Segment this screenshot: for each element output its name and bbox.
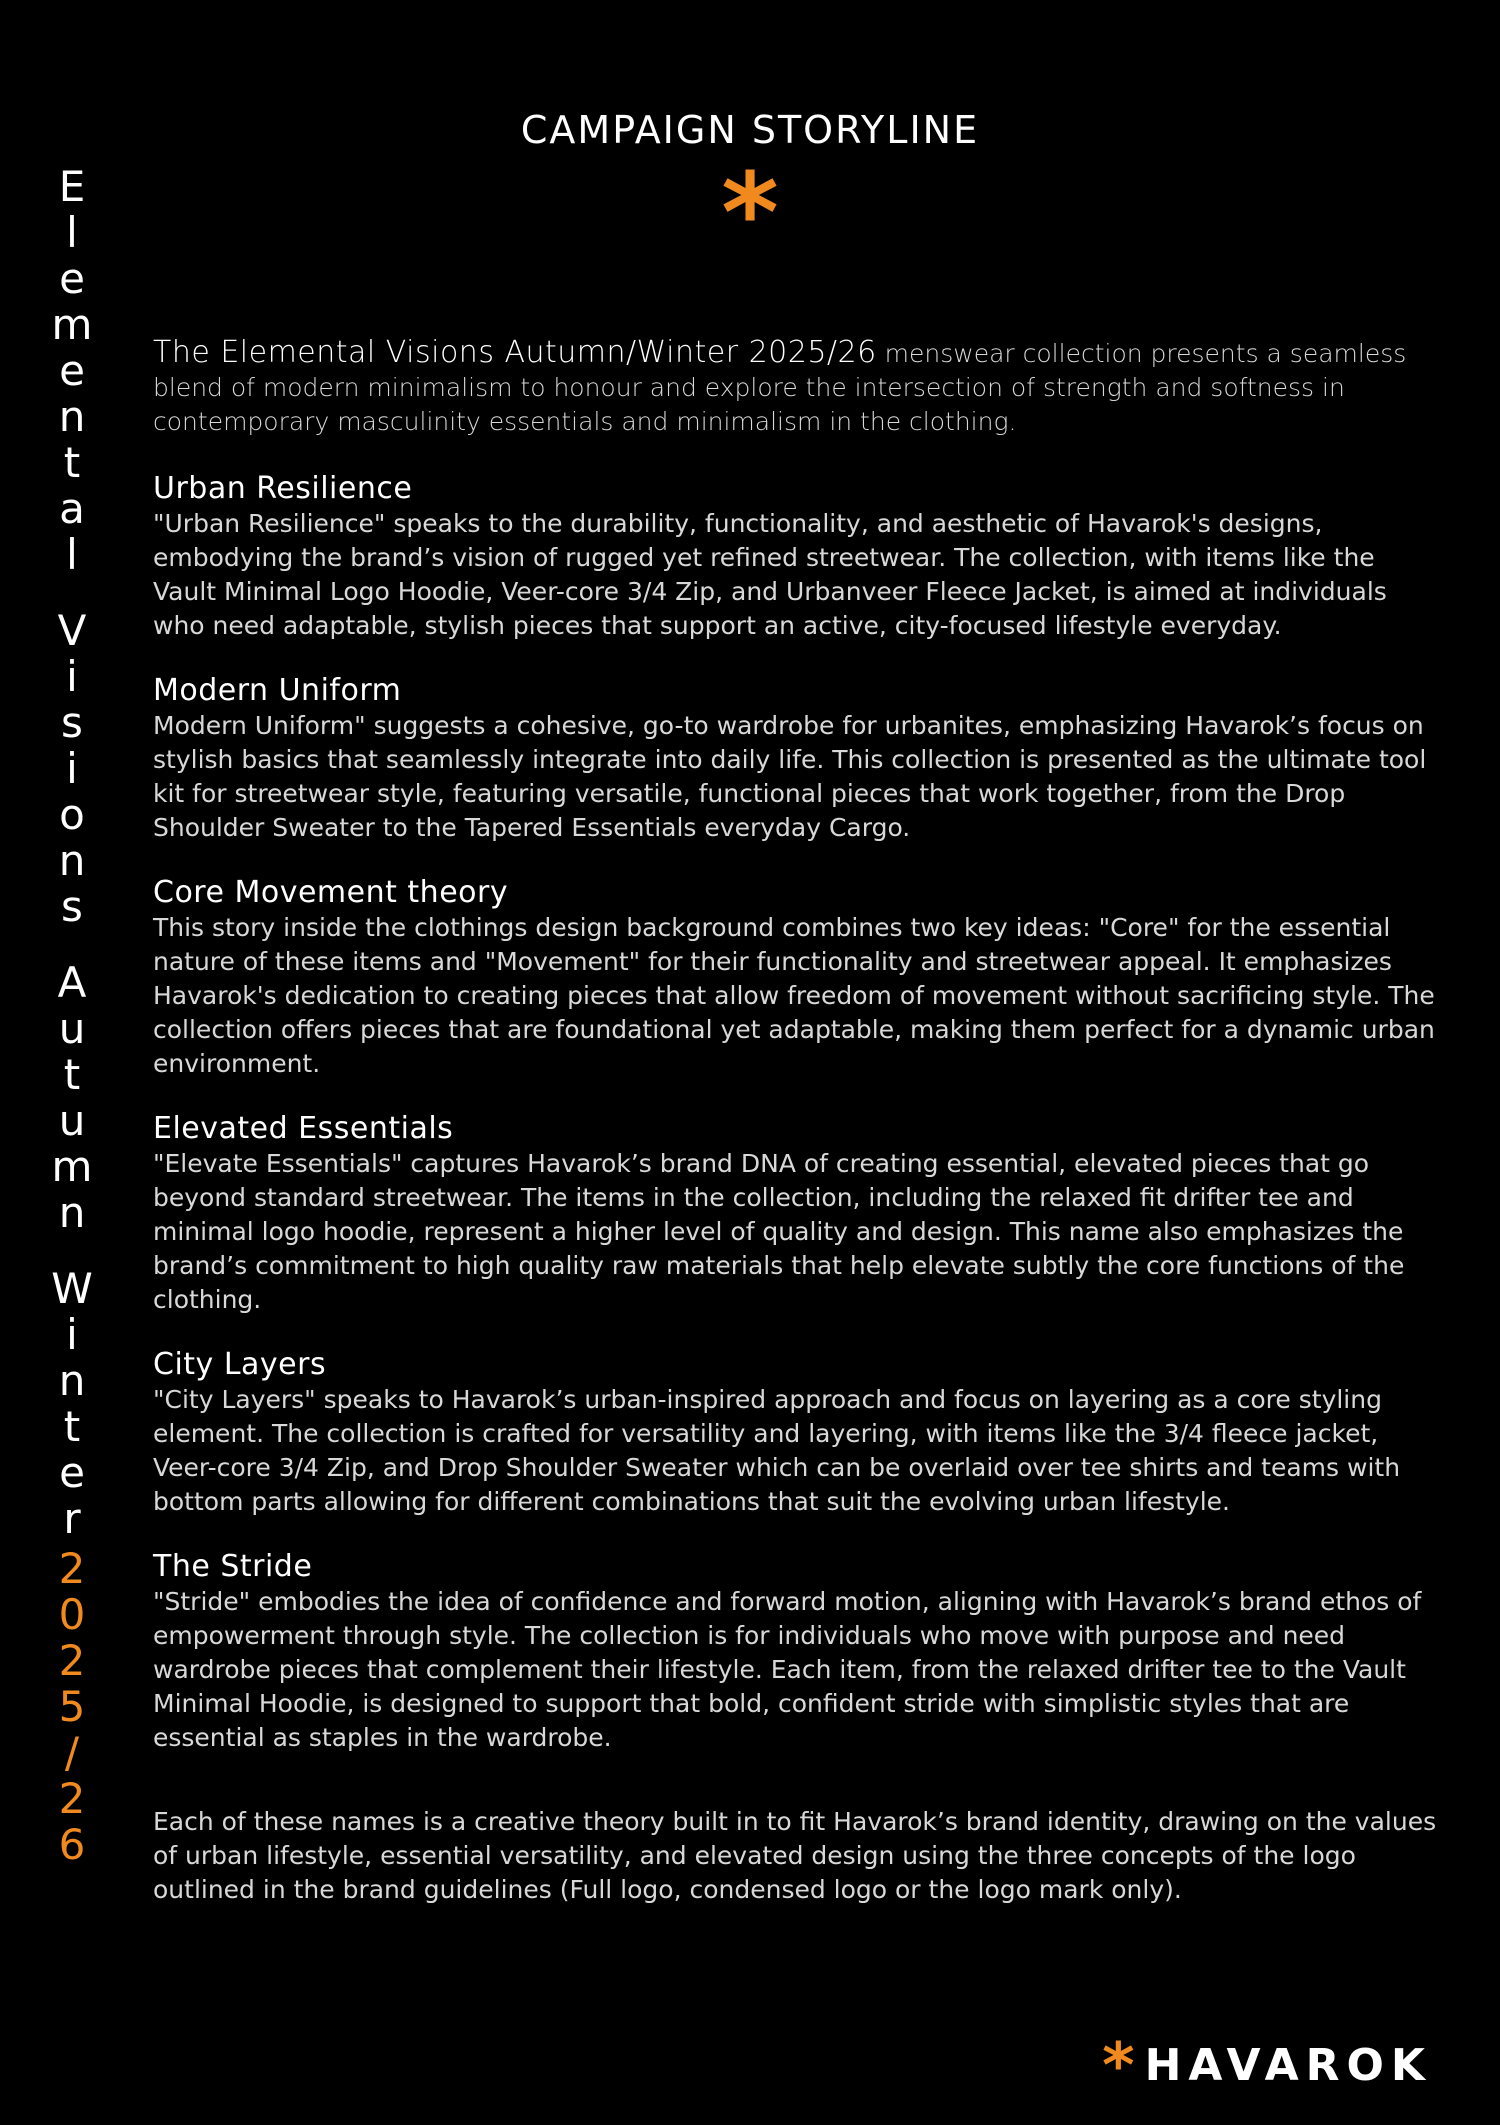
- vertical-title-letter: t: [63, 438, 81, 487]
- vertical-title-letter: s: [61, 698, 83, 747]
- section-core-movement-theory: [153, 875, 1443, 1081]
- vertical-title-letter: 2: [58, 1544, 86, 1593]
- vertical-title-word: [45, 960, 99, 1236]
- section-elevated-essentials: [153, 1111, 1443, 1317]
- section-heading: Core Movement theory: [153, 875, 509, 910]
- vertical-title-letter: m: [51, 300, 93, 349]
- vertical-title-letter: u: [58, 1096, 86, 1145]
- section-modern-uniform: [153, 673, 1443, 845]
- vertical-title-letter: i: [66, 744, 78, 793]
- vertical-title-letter: a: [59, 484, 85, 533]
- vertical-title-letter: t: [63, 1050, 81, 1099]
- section-heading: Urban Resilience: [153, 471, 413, 506]
- vertical-title-year: [45, 1546, 99, 1868]
- vertical-title-letter: s: [61, 882, 83, 931]
- section-city-layers: [153, 1347, 1443, 1519]
- vertical-title-word: [45, 1266, 99, 1542]
- page-title: CAMPAIGN STORYLINE: [520, 108, 980, 152]
- intro-lead: The Elemental Visions Autumn/Winter 2025/26: [153, 335, 877, 370]
- section-body: "Elevate Essentials" captures Havarok’s brand DNA of creating essential, elevated pieces that go beyond standard streetwear. The items in the collection, including the relaxed fit drifter tee and minimal logo hoodie, represent a higher level of quality and design. This name also emphasizes the brand’s commitment to high quality raw materials that help elevate subtly the core functions of the clothing.: [153, 1149, 1405, 1314]
- vertical-title-letter: 2: [58, 1636, 86, 1685]
- section-heading: The Stride: [153, 1549, 313, 1584]
- vertical-title-word: [45, 608, 99, 930]
- vertical-title-letter: m: [51, 1142, 93, 1191]
- section-body: This story inside the clothings design background combines two key ideas: "Core" for the essential nature of these items and "Movement" for their functionality and streetwear appeal. It emphasizes Havarok's dedication to creating pieces that allow freedom of movement without sacrificing style. The collection offers pieces that are foundational yet adaptable, making them perfect for a dynamic urban environment.: [153, 913, 1435, 1078]
- vertical-collection-title: [45, 164, 99, 1868]
- logo-wordmark: HAVAROK: [1144, 2040, 1432, 2091]
- vertical-title-letter: /: [64, 1728, 80, 1777]
- vertical-title-letter: 5: [58, 1682, 86, 1731]
- vertical-title-letter: i: [66, 1310, 78, 1359]
- vertical-title-letter: 6: [58, 1820, 86, 1869]
- section-body: Modern Uniform" suggests a cohesive, go-to wardrobe for urbanites, emphasizing Havarok’s focus on stylish basics that seamlessly integrate into daily life. This collection is presented as the ultimate tool kit for streetwear style, featuring versatile, functional pieces that work together, from the Drop Shoulder Sweater to the Tapered Essentials everyday Cargo.: [153, 711, 1427, 842]
- section-the-stride: [153, 1549, 1443, 1755]
- vertical-title-letter: e: [59, 254, 85, 303]
- vertical-title-letter: W: [51, 1264, 93, 1313]
- closing-paragraph: Each of these names is a creative theory built in to fit Havarok’s brand identity, drawing on the values of urban lifestyle, essential versatility, and elevated design using the three concepts of the logo outlined in the brand guidelines (Full logo, condensed logo or the logo mark only).: [153, 1807, 1437, 1904]
- section-heading: City Layers: [153, 1347, 327, 1382]
- vertical-title-letter: A: [57, 958, 87, 1007]
- vertical-title-letter: r: [63, 1494, 81, 1543]
- vertical-title-letter: o: [59, 790, 85, 839]
- vertical-title-letter: u: [58, 1004, 86, 1053]
- section-heading: Elevated Essentials: [153, 1111, 454, 1146]
- vertical-title-letter: l: [66, 208, 78, 257]
- vertical-title-letter: i: [66, 652, 78, 701]
- vertical-title-letter: 2: [58, 1774, 86, 1823]
- vertical-title-letter: n: [58, 392, 86, 441]
- vertical-title-letter: n: [58, 1188, 86, 1237]
- section-body: "City Layers" speaks to Havarok’s urban-inspired approach and focus on layering as a core styling element. The collection is crafted for versatility and layering, with items like the 3/4 fleece jacket, Veer-core 3/4 Zip, and Drop Shoulder Sweater which can be overlaid over tee shirts and teams with bottom parts allowing for different combinations that suit the evolving urban lifestyle.: [153, 1385, 1401, 1516]
- section-body: "Stride" embodies the idea of confidence and forward motion, aligning with Havarok’s brand ethos of empowerment through style. The collection is for individuals who move with purpose and need wardrobe pieces that complement their lifestyle. Each item, from the relaxed drifter tee to the Vault Minimal Hoodie, is designed to support that bold, confident stride with simplistic styles that are essential as staples in the wardrobe.: [153, 1587, 1422, 1752]
- havarok-logo: [1102, 2028, 1432, 2102]
- vertical-title-letter: 0: [58, 1590, 86, 1639]
- vertical-title-letter: e: [59, 1448, 85, 1497]
- section-urban-resilience: [153, 471, 1443, 643]
- vertical-title-letter: t: [63, 1402, 81, 1451]
- vertical-title-letter: n: [58, 836, 86, 885]
- asterisk-logo-mark-icon: *: [1102, 2028, 1135, 2102]
- section-heading: Modern Uniform: [153, 673, 402, 708]
- intro-text: menswear collection presents a seamless blend of modern minimalism to honour and explore the intersection of strength and softness in contemporary masculinity essentials and minimalism in the clothing.: [153, 339, 1407, 436]
- asterisk-icon: *: [721, 149, 779, 277]
- intro-paragraph: [153, 336, 1443, 439]
- vertical-title-letter: e: [59, 346, 85, 395]
- section-body: "Urban Resilience" speaks to the durability, functionality, and aesthetic of Havarok's designs, embodying the brand’s vision of rugged yet refined streetwear. The collection, with items like the Vault Minimal Logo Hoodie, Veer-core 3/4 Zip, and Urbanveer Fleece Jacket, is aimed at individuals who need adaptable, stylish pieces that support an active, city-focused lifestyle everyday.: [153, 509, 1387, 640]
- vertical-title-letter: V: [57, 606, 87, 655]
- vertical-title-letter: n: [58, 1356, 86, 1405]
- vertical-title-letter: E: [58, 162, 86, 211]
- storyline-content: [153, 336, 1443, 1907]
- vertical-title-letter: l: [66, 530, 78, 579]
